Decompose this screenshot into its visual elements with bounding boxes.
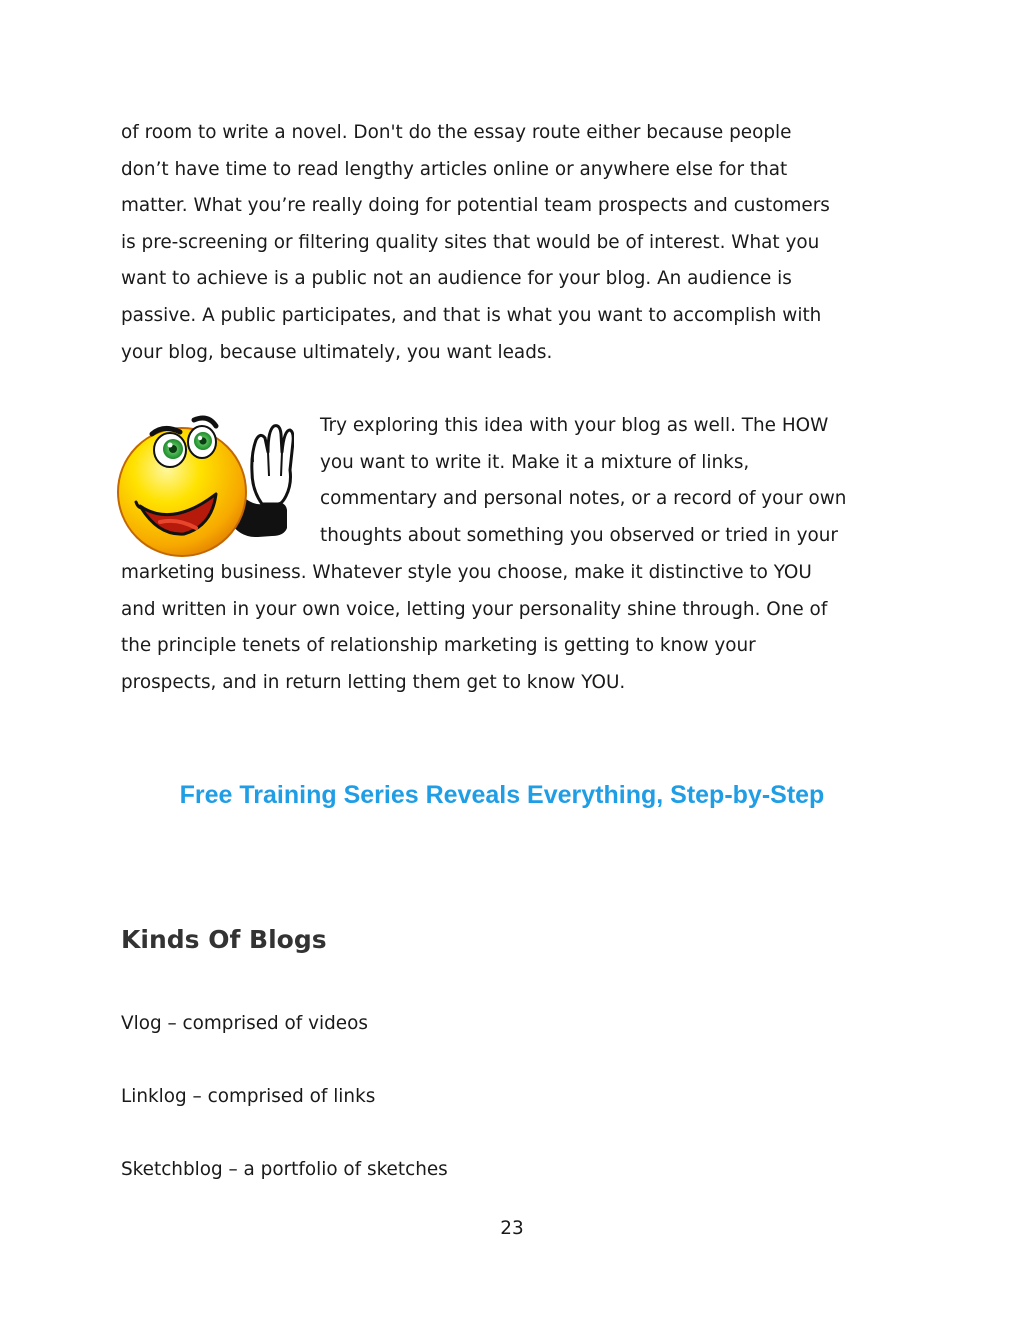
body-paragraph-2-wrapped	[320, 408, 920, 554]
free-training-link[interactable]: Free Training Series Reveals Everything, Step-by-Step	[179, 781, 825, 809]
page-number: 23	[500, 1218, 524, 1239]
listening-smiley-icon	[112, 410, 294, 562]
paragraph-line: don’t have time to read lengthy articles online or anywhere else for that	[121, 158, 788, 180]
paragraph-line: and written in your own voice, letting your personality shine through. One of	[121, 598, 828, 620]
paragraph-line: commentary and personal notes, or a record of your own	[320, 488, 847, 510]
paragraph-line: prospects, and in return letting them get to know YOU.	[121, 671, 626, 693]
paragraph-line: of room to write a novel. Don't do the essay route either because people	[121, 122, 792, 143]
paragraph-line: your blog, because ultimately, you want leads.	[121, 341, 553, 363]
blog-kind-item: Sketchblog – a portfolio of sketches	[121, 1159, 448, 1180]
paragraph-line: marketing business. Whatever style you choose, make it distinctive to YOU	[121, 562, 812, 583]
blog-kind-item: Linklog – comprised of links	[121, 1086, 376, 1107]
paragraph-line: want to achieve is a public not an audience for your blog. An audience is	[121, 268, 792, 290]
blog-kind-item: Vlog – comprised of videos	[121, 1013, 368, 1034]
paragraph-line: Try exploring this idea with your blog as well. The HOW	[320, 415, 829, 436]
paragraph-line: is pre-screening or filtering quality sites that would be of interest. What you	[121, 231, 820, 253]
paragraph-line: you want to write it. Make it a mixture of links,	[320, 451, 750, 473]
body-paragraph-1	[121, 115, 911, 371]
paragraph-line: passive. A public participates, and that is what you want to accomplish with	[121, 304, 822, 326]
section-heading: Kinds Of Blogs	[121, 925, 327, 954]
paragraph-line: the principle tenets of relationship marketing is getting to know your	[121, 635, 756, 657]
paragraph-line: thoughts about something you observed or tried in your	[320, 524, 838, 546]
paragraph-line: matter. What you’re really doing for potential team prospects and customers	[121, 195, 830, 217]
body-paragraph-2	[121, 555, 921, 701]
